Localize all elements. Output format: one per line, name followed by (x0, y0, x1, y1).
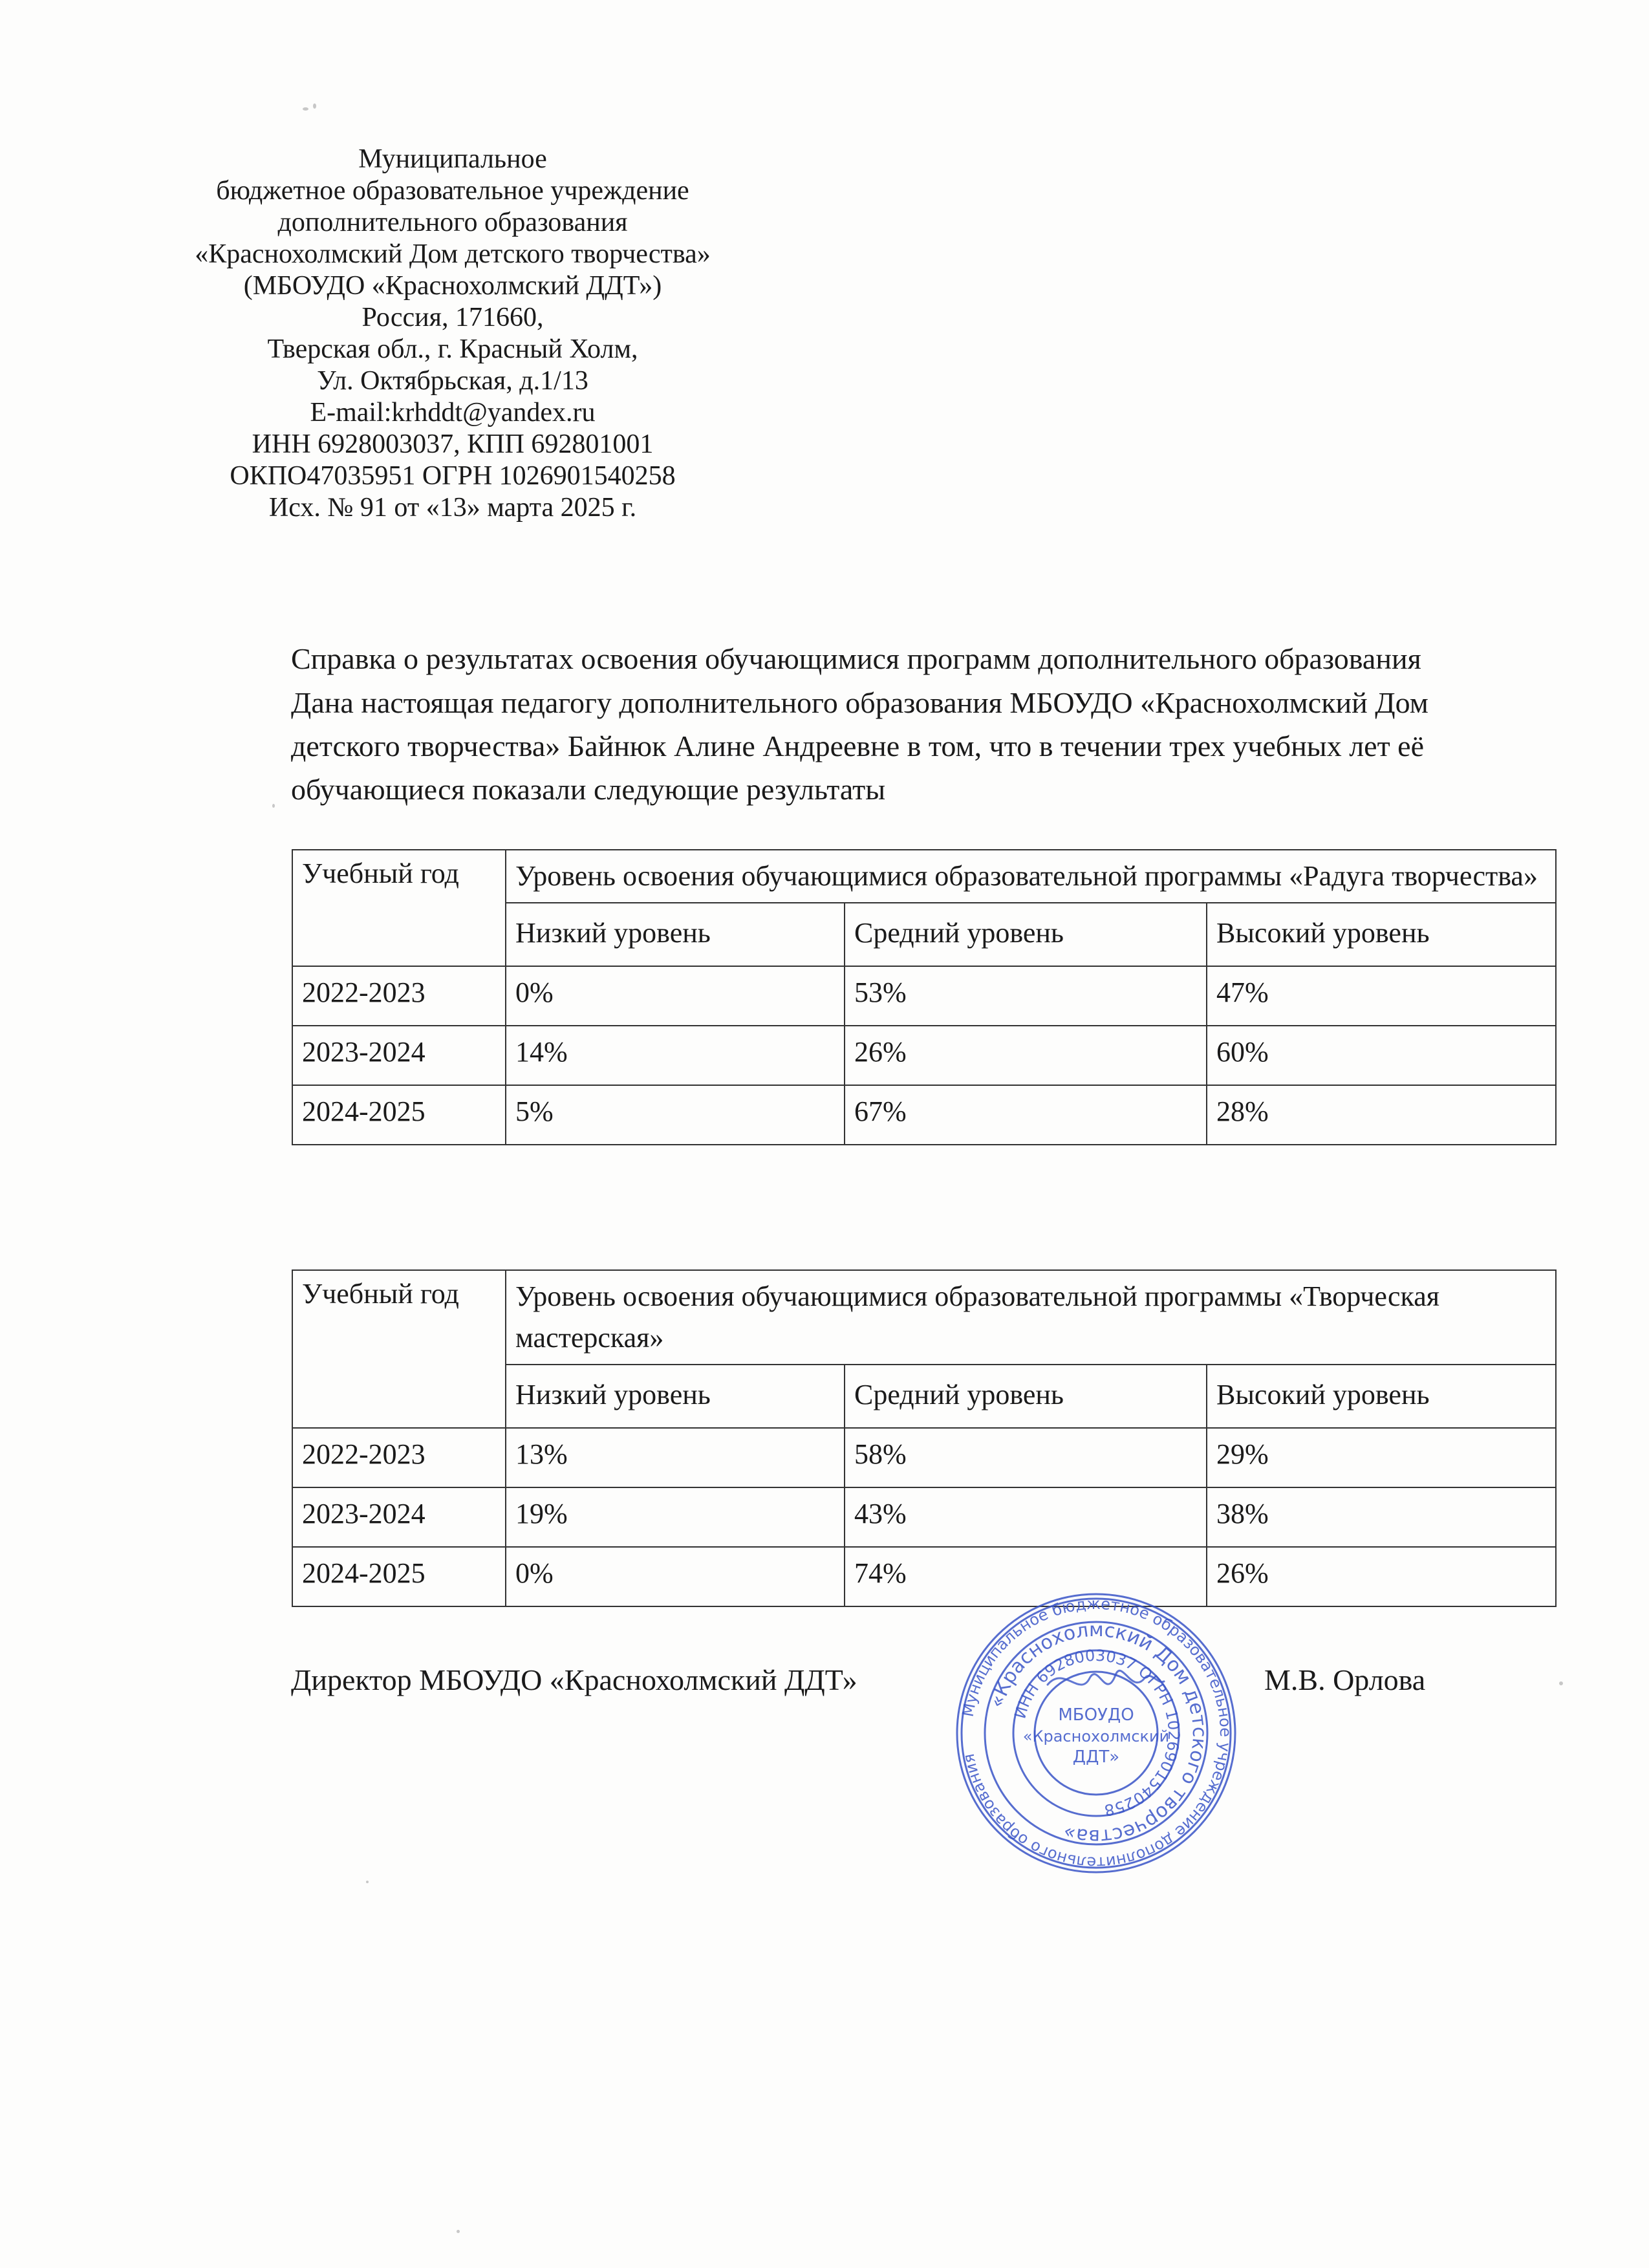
stamp-center-line: «Краснохолмский (1022, 1727, 1170, 1745)
year-cell: 2022-2023 (292, 1428, 506, 1487)
table-row (292, 1428, 1556, 1487)
director-position: Директор МБОУДО «Краснохолмский ДДТ» (291, 1663, 857, 1696)
letterhead-line: дополнительного образования (277, 208, 628, 237)
low-cell: 5% (506, 1085, 845, 1145)
letterhead-line: Россия, 171660, (361, 303, 544, 332)
year-cell: 2023-2024 (292, 1487, 506, 1547)
scan-speck (303, 107, 308, 111)
table-header-row (292, 850, 1556, 903)
letterhead-line: ИНН 6928003037, КПП 692801001 (252, 429, 654, 459)
official-stamp (951, 1588, 1242, 1879)
scan-speck (313, 103, 316, 109)
low-cell: 0% (506, 1547, 845, 1606)
letterhead-line: бюджетное образовательное учреждение (216, 176, 689, 206)
stamp-outer-text: Муниципальное бюджетное образовательное учреждение дополнительного образования (958, 1594, 1235, 1872)
letterhead-line: Тверская обл., г. Красный Холм, (267, 334, 638, 364)
high-cell: 26% (1207, 1547, 1556, 1606)
level-mid-header: Средний уровень (845, 903, 1207, 966)
scan-speck (1559, 1681, 1563, 1685)
letterhead-line: (МБОУДО «Краснохолмский ДДТ») (243, 271, 662, 301)
letterhead (129, 144, 776, 524)
letterhead-email: E-mail:krhddt@yandex.ru (310, 398, 596, 427)
paragraph-line: детского творчества» Байнюк Алине Андреевне в том, что в течении трех учебных лет её (291, 729, 1425, 762)
director-name: М.В. Орлова (1264, 1663, 1426, 1696)
high-cell: 28% (1207, 1085, 1556, 1145)
table-row (292, 1026, 1556, 1085)
low-cell: 19% (506, 1487, 845, 1547)
paragraph-line: Дана настоящая педагогу дополнительного образования МБОУДО «Краснохолмский Дом (291, 686, 1428, 719)
program-header-cell: Уровень освоения обучающимися образовательной программы «Творческая мастерская» (506, 1270, 1556, 1365)
results-table-masterskaya (292, 1269, 1557, 1607)
low-cell: 14% (506, 1026, 845, 1085)
table-row (292, 1487, 1556, 1547)
year-cell: 2024-2025 (292, 1085, 506, 1145)
high-cell: 60% (1207, 1026, 1556, 1085)
mid-cell: 74% (845, 1547, 1207, 1606)
table-row (292, 966, 1556, 1026)
year-header-cell: Учебный год (292, 850, 506, 966)
year-cell: 2023-2024 (292, 1026, 506, 1085)
table-row (292, 1085, 1556, 1145)
year-cell: 2022-2023 (292, 966, 506, 1026)
mid-cell: 67% (845, 1085, 1207, 1145)
certificate-paragraph (291, 681, 1558, 811)
mid-cell: 58% (845, 1428, 1207, 1487)
stamp-middle-text: «Краснохолмский Дом детского творчества» (985, 1618, 1211, 1848)
high-cell: 29% (1207, 1428, 1556, 1487)
scan-speck (457, 2230, 460, 2233)
level-high-header: Высокий уровень (1207, 1365, 1556, 1428)
mid-cell: 26% (845, 1026, 1207, 1085)
stamp-center-line: ДДТ» (1072, 1747, 1120, 1767)
stamp-graphic (951, 1588, 1242, 1879)
stamp-inner-text: ИНН 6928003037 ОГРН 1026901540258 (1011, 1646, 1183, 1820)
paragraph-line: обучающиеся показали следующие результаты (291, 773, 886, 806)
level-mid-header: Средний уровень (845, 1365, 1207, 1428)
mid-cell: 43% (845, 1487, 1207, 1547)
results-table-raduga (292, 849, 1557, 1145)
mid-cell: 53% (845, 966, 1207, 1026)
letterhead-line: Муниципальное (358, 144, 547, 174)
low-cell: 13% (506, 1428, 845, 1487)
high-cell: 38% (1207, 1487, 1556, 1547)
table-header-row (292, 1270, 1556, 1365)
low-cell: 0% (506, 966, 845, 1026)
level-low-header: Низкий уровень (506, 903, 845, 966)
letterhead-line: ОКПО47035951 ОГРН 1026901540258 (230, 461, 676, 491)
table-row (292, 1547, 1556, 1606)
scan-speck (366, 1881, 369, 1883)
program-header-cell: Уровень освоения обучающимися образовательной программы «Радуга творчества» (506, 850, 1556, 903)
letterhead-line: «Краснохолмский Дом детского творчества» (195, 239, 711, 269)
letterhead-line: Ул. Октябрьская, д.1/13 (317, 366, 588, 396)
stamp-center-line: МБОУДО (1058, 1705, 1134, 1725)
high-cell: 47% (1207, 966, 1556, 1026)
year-cell: 2024-2025 (292, 1547, 506, 1606)
outgoing-number: Исх. № 91 от «13» марта 2025 г. (268, 493, 637, 523)
level-high-header: Высокий уровень (1207, 903, 1556, 966)
level-low-header: Низкий уровень (506, 1365, 845, 1428)
certificate-title: Справка о результатах освоения обучающимися программ дополнительного образования (291, 642, 1421, 675)
year-header-cell: Учебный год (292, 1270, 506, 1428)
scan-speck (272, 804, 275, 808)
